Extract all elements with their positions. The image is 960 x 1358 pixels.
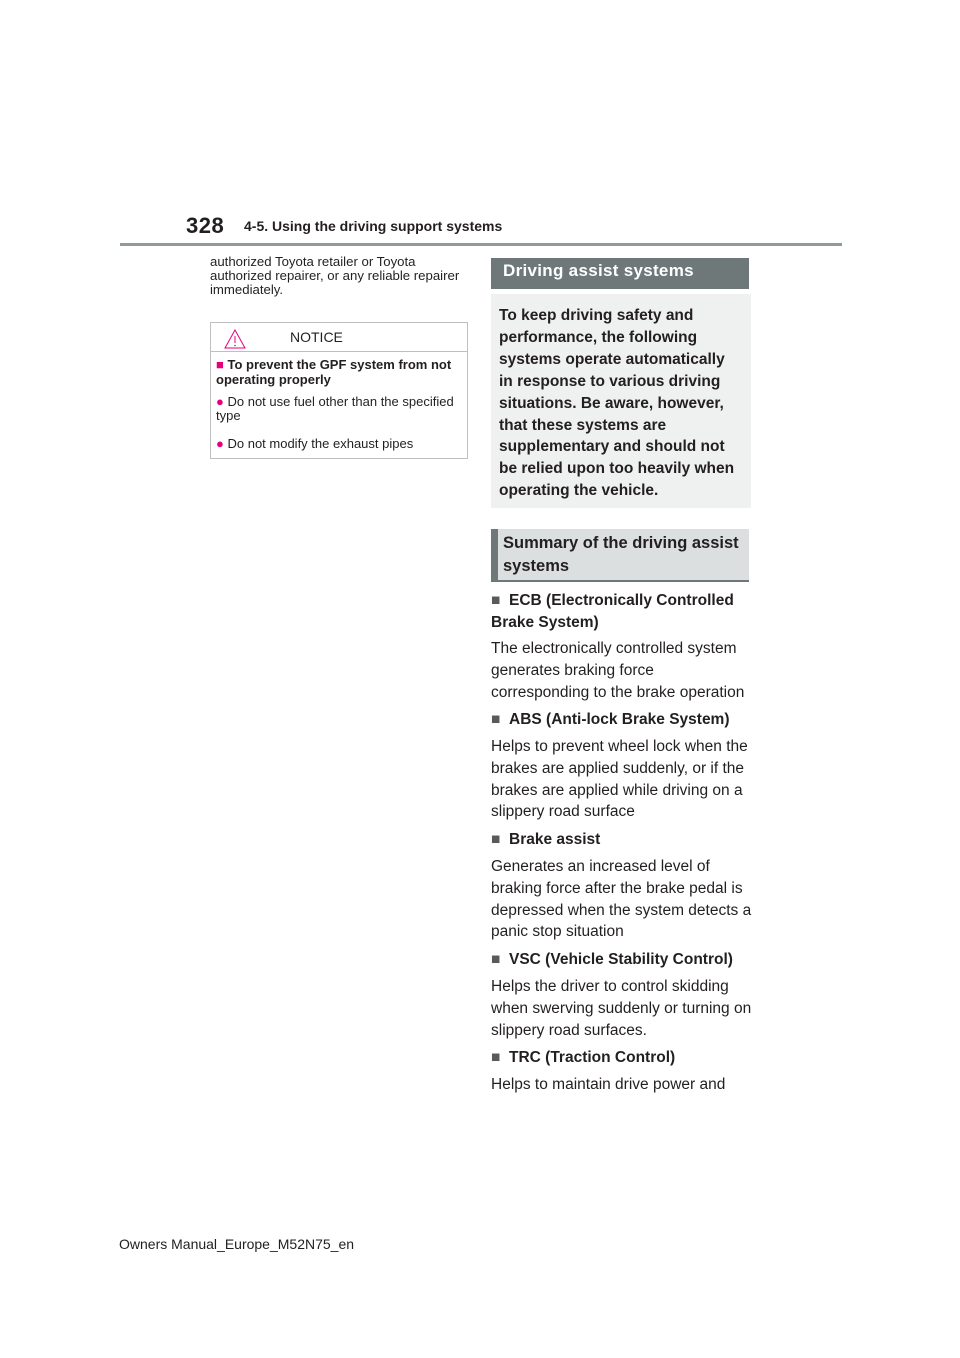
header-rule [120, 243, 842, 246]
summary-heading: Summary of the driving assist systems [491, 529, 749, 582]
system-description: The electronically controlled system generates braking force corresponding to the brake operation [491, 640, 745, 701]
notice-heading-text: To prevent the GPF system from not operating properly [216, 357, 452, 387]
system-heading [491, 949, 753, 971]
intro-box: To keep driving safety and performance, the following systems operate automatically in response to various driving situations. Be aware, however, that these systems are supplementary and should not be relied upon too heavily when operating the vehicle. [491, 294, 751, 508]
notice-item [216, 437, 464, 451]
square-bullet-icon: ■ [491, 831, 501, 848]
square-bullet-icon: ■ [491, 1049, 501, 1066]
system-heading [491, 590, 753, 634]
system-heading-text: VSC (Vehicle Stability Control) [509, 951, 733, 968]
notice-item-text: Do not use fuel other than the specified type [216, 394, 454, 423]
square-bullet-icon: ■ [491, 951, 501, 968]
system-heading-text: Brake assist [509, 831, 601, 848]
system-description: Generates an increased level of braking force after the brake pedal is depressed when the system detects a panic stop situation [491, 858, 752, 941]
system-heading [491, 1047, 753, 1069]
notice-label: NOTICE [290, 329, 343, 345]
circle-bullet-icon: ● [216, 394, 224, 409]
circle-bullet-icon: ● [216, 436, 224, 451]
continued-paragraph: authorized Toyota retailer or Toyota authorized repairer, or any reliable repairer immediately. [210, 254, 460, 297]
system-heading [491, 709, 753, 731]
notice-header [211, 323, 467, 351]
footer-text: Owners Manual_Europe_M52N75_en [119, 1236, 355, 1252]
system-heading-text: ABS (Anti-lock Brake System) [509, 711, 730, 728]
square-bullet-icon: ■ [491, 711, 501, 728]
notice-item [216, 395, 464, 423]
system-heading-text: TRC (Traction Control) [509, 1049, 676, 1066]
square-bullet-icon: ■ [216, 357, 224, 372]
notice-item-text: Do not modify the exhaust pipes [227, 436, 414, 451]
system-description: Helps to prevent wheel lock when the brakes are applied suddenly, or if the brakes are applied while driving on a slippery road surface [491, 738, 748, 821]
system-description: Helps the driver to control skidding when swerving suddenly or turning on slippery road surfaces. [491, 978, 752, 1039]
square-bullet-icon: ■ [491, 592, 501, 609]
system-heading [491, 829, 753, 851]
section-banner: Driving assist systems [491, 258, 749, 289]
notice-box [210, 322, 468, 459]
notice-divider [211, 351, 467, 352]
notice-heading [216, 357, 464, 387]
system-description: Helps to maintain drive power and [491, 1076, 726, 1093]
system-heading-text: ECB (Electronically Controlled Brake System) [491, 592, 734, 631]
warning-triangle-icon [224, 329, 246, 349]
page-number: 328 [186, 213, 225, 238]
section-title: 4-5. Using the driving support systems [244, 218, 503, 234]
